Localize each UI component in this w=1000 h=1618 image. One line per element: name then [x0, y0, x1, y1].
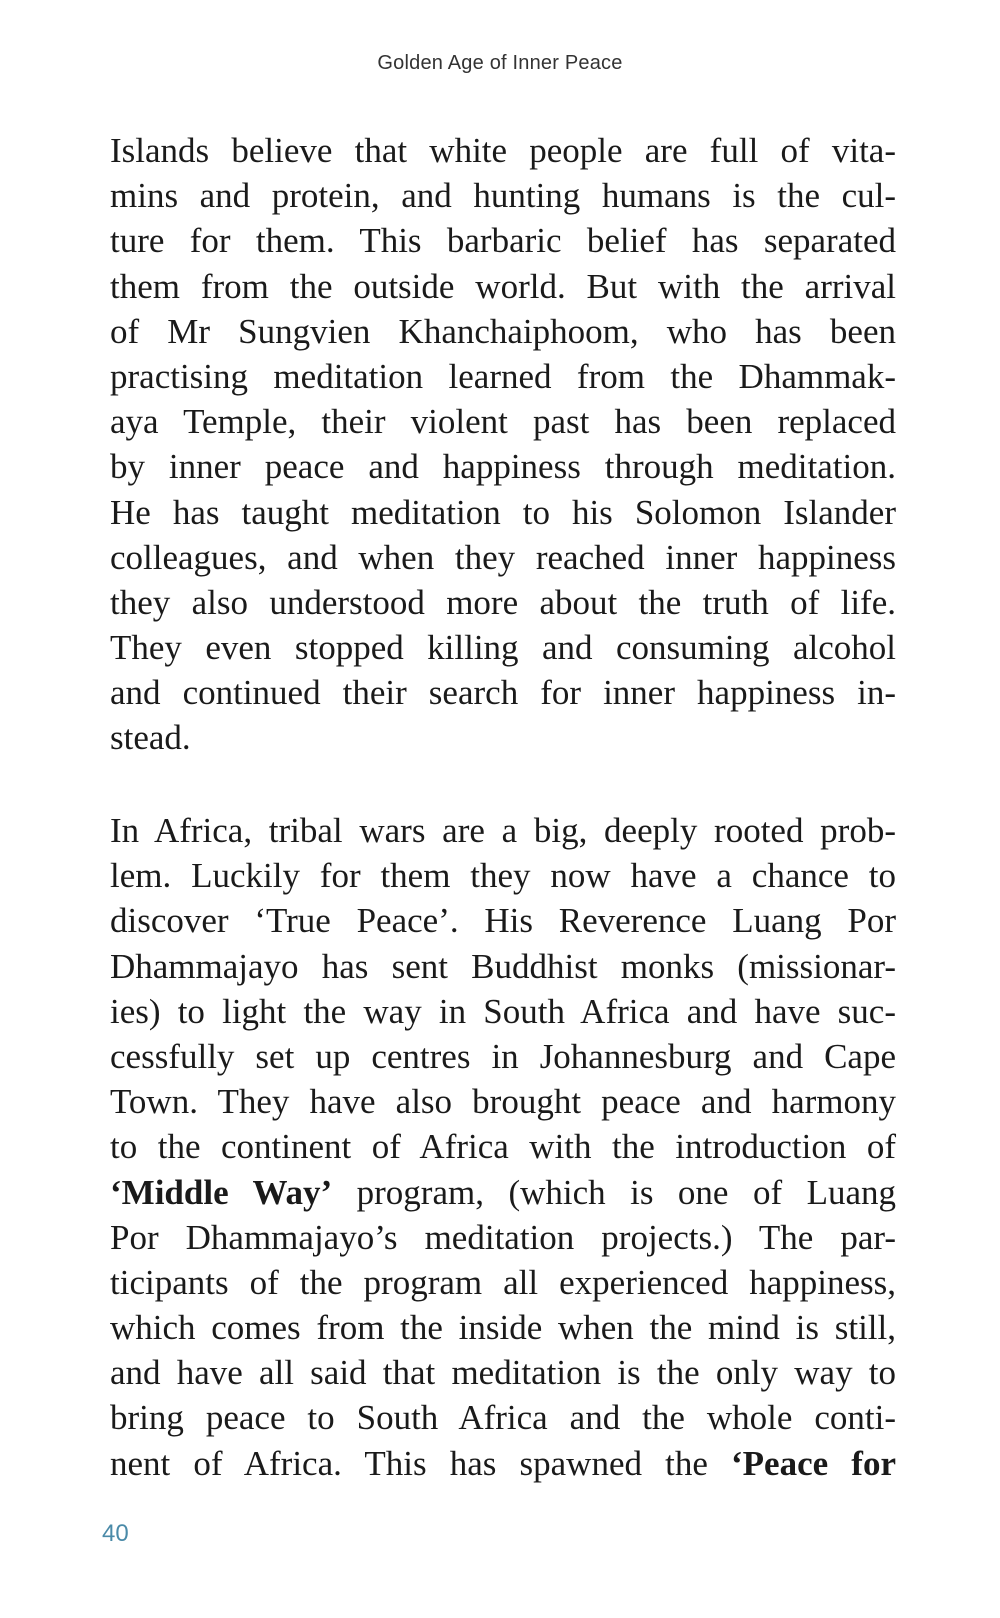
text-line: and continued their search for inner happiness in-: [110, 673, 896, 713]
text-line: stead.: [110, 718, 191, 758]
text-line: ticipants of the program all experienced happiness,: [110, 1262, 896, 1302]
text-line: Por Dhammajayo’s meditation projects.) The par-: [110, 1217, 896, 1257]
text-line: ture for them. This barbaric belief has separated: [110, 221, 896, 261]
text-line: of Mr Sungvien Khanchaiphoom, who has been: [110, 311, 896, 351]
text-line-peace-for: [110, 1441, 896, 1486]
text-line: bring peace to South Africa and the whole conti-: [110, 1398, 896, 1438]
middle-way-emphasis: ‘Middle Way’: [110, 1172, 333, 1212]
text-line: colleagues, and when they reached inner happiness: [110, 537, 896, 577]
text-line: In Africa, tribal wars are a big, deeply rooted prob-: [110, 811, 896, 850]
peace-for-emphasis: ‘Peace for: [731, 1443, 896, 1483]
text-line: them from the outside world. But with the arrival: [110, 266, 896, 306]
text-line: ies) to light the way in South Africa and have suc-: [110, 991, 896, 1031]
text-line: practising meditation learned from the Dhammak-: [110, 356, 896, 396]
paragraph-africa: [110, 808, 896, 1486]
text-line: which comes from the inside when the mind is still,: [110, 1308, 896, 1348]
text-line: discover ‘True Peace’. His Reverence Luang Por: [110, 901, 896, 941]
text-line: mins and protein, and hunting humans is the cul-: [110, 176, 896, 216]
text-fragment: program, (which is one of Luang: [332, 1172, 896, 1212]
text-line: They even stopped killing and consuming alcohol: [110, 628, 896, 668]
text-line: aya Temple, their violent past has been replaced: [110, 402, 896, 442]
text-fragment: nent of Africa. This has spawned the: [110, 1443, 732, 1483]
text-line: Islands believe that white people are full of vita-: [110, 131, 896, 170]
running-head: Golden Age of Inner Peace: [377, 52, 623, 74]
text-line: lem. Luckily for them they now have a chance to: [110, 856, 896, 896]
text-line: to the continent of Africa with the introduction of: [110, 1127, 896, 1167]
paragraph-solomon-islands: [110, 128, 896, 761]
text-line: Town. They have also brought peace and harmony: [110, 1082, 896, 1122]
text-line-middle-way: [110, 1170, 896, 1215]
text-line: and have all said that meditation is the only way to: [110, 1353, 896, 1393]
page-number: 40: [102, 1520, 129, 1547]
text-line: they also understood more about the truth of life.: [110, 582, 896, 622]
text-line: by inner peace and happiness through meditation.: [110, 447, 896, 487]
text-line: He has taught meditation to his Solomon Islander: [110, 492, 896, 532]
text-line: Dhammajayo has sent Buddhist monks (missionar-: [110, 946, 896, 986]
text-line: cessfully set up centres in Johannesburg and Cape: [110, 1036, 896, 1076]
